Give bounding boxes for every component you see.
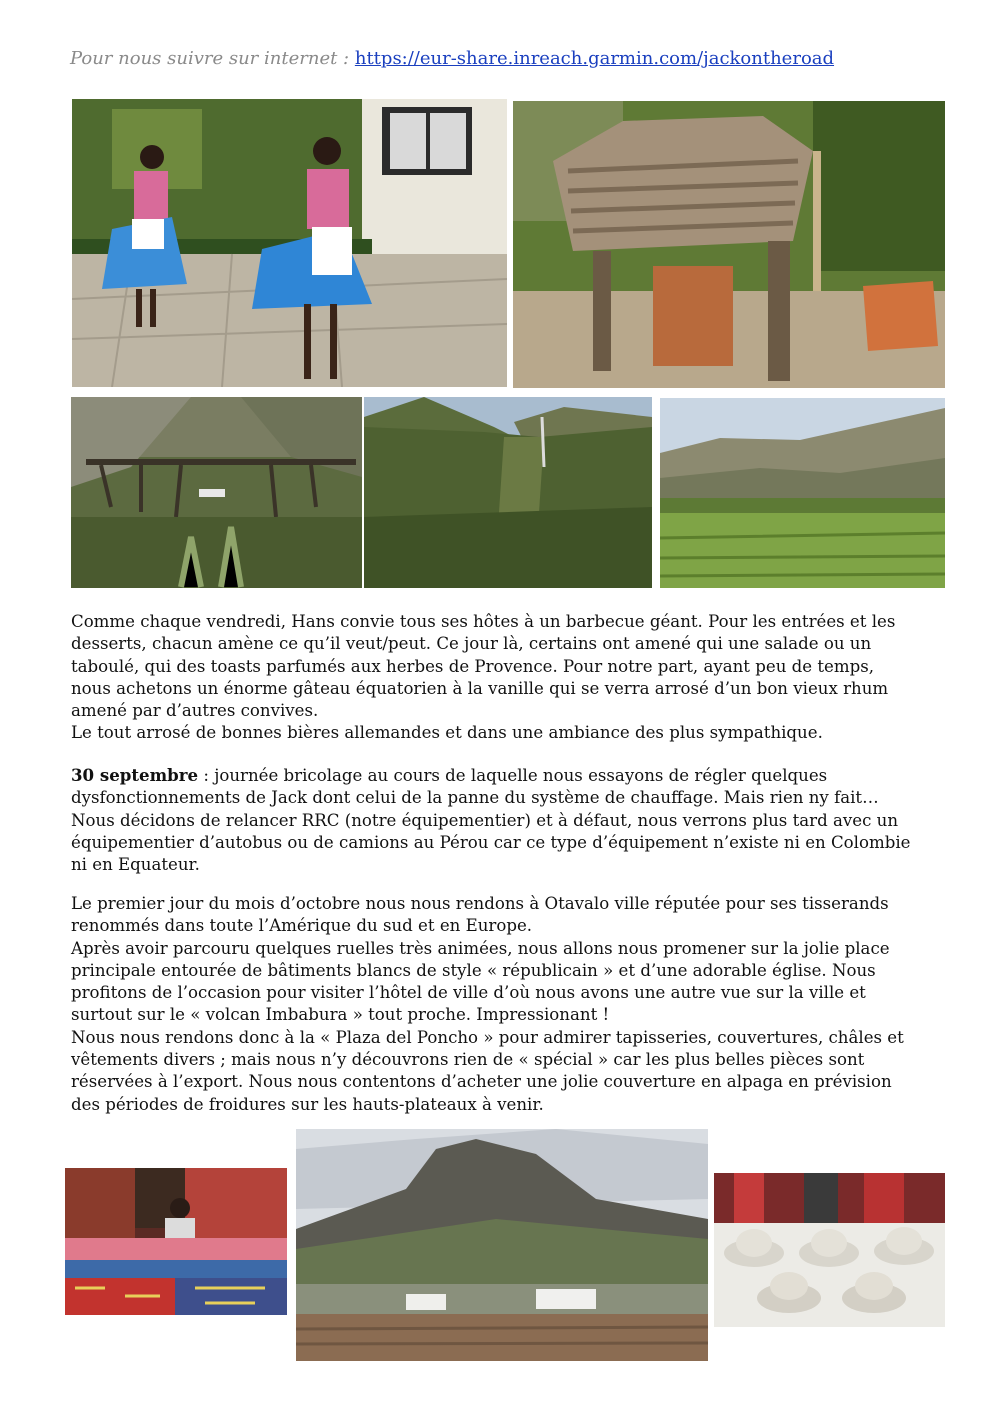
text-line: Le tout arrosé de bonnes bières allemandes et dans une ambiance des plus sympathique. — [71, 723, 823, 743]
text-line: principale entourée de bâtiments blancs de style « républicain » et d’une adorable église. Nous — [71, 960, 876, 980]
date-heading: 30 septembre — [71, 765, 199, 785]
follow-us-label: Pour nous suivre sur internet : — [70, 48, 350, 69]
text-line: ni en Equateur. — [71, 855, 200, 875]
text-line: équipementier d’autobus ou de camions au Pérou car ce type d’équipement n’existe ni en Colombie — [71, 832, 911, 852]
text-line: renommés dans toute l’Amérique du sud et en Europe. — [71, 916, 533, 936]
photo-green-valley-icon — [364, 397, 652, 588]
text-line: amené par d’autres convives. — [71, 701, 319, 721]
photo-earth-oven-icon — [513, 101, 945, 388]
text-line: Nous nous rendons donc à la « Plaza del Poncho » pour admirer tapisseries, couvertures, châles et — [71, 1027, 904, 1047]
text-line: Nous décidons de relancer RRC (notre équipementier) et à défaut, nous verrons plus tard avec un — [71, 810, 899, 830]
follow-us-line — [70, 47, 834, 71]
photo-woven-hats-icon — [714, 1173, 945, 1327]
text-line: profitons de l’occasion pour visiter l’hôtel de ville d’où nous avons une autre vue sur la ville et — [71, 983, 866, 1003]
photo-cornfield-icon — [660, 398, 945, 588]
text-line: surtout sur le « volcan Imbabura » tout proche. Impressionant ! — [71, 1005, 610, 1025]
photo-bridge-valley-icon — [71, 397, 362, 588]
text-line: Après avoir parcouru quelques ruelles très animées, nous allons nous promener sur la jolie place — [71, 938, 890, 958]
text-line — [71, 764, 951, 787]
barbecue-paragraph — [71, 611, 951, 745]
text-line-rest: : journée bricolage au cours de laquelle nous essayons de régler quelques — [198, 766, 828, 785]
text-line: réservées à l’export. Nous nous contentons d’acheter une jolie couverture en alpaga en prévision — [71, 1072, 892, 1092]
tracking-link[interactable]: https://eur-share.inreach.garmin.com/jackontheroad — [354, 48, 835, 69]
text-line: Le premier jour du mois d’octobre nous nous rendons à Otavalo ville réputée pour ses tisserands — [71, 894, 889, 913]
text-line: dysfonctionnements de Jack dont celui de la panne du système de chauffage. Mais rien ny fait… — [71, 788, 879, 808]
photo-dancers-icon — [72, 99, 507, 387]
text-line: des périodes de froidures sur les hauts-plateaux à venir. — [71, 1094, 544, 1114]
text-line: Comme chaque vendredi, Hans convie tous ses hôtes à un barbecue géant. Pour les entrées et les — [71, 612, 896, 631]
september-paragraph — [71, 764, 951, 876]
photo-textile-market-icon — [65, 1168, 287, 1315]
text-line: desserts, chacun amène ce qu’il veut/peut. Ce jour là, certains ont amené qui une salade ou un — [71, 634, 872, 654]
text-line: nous achetons un énorme gâteau équatorien à la vanille qui se verra arrosé d’un bon vieux rhum — [71, 678, 889, 698]
photo-imbabura-volcano-icon — [296, 1129, 708, 1361]
text-line: taboulé, qui des toasts parfumés aux herbes de Provence. Pour notre part, ayant peu de temps, — [71, 656, 875, 676]
text-line: vêtements divers ; mais nous n’y découvrons rien de « spécial » car les plus belles pièces sont — [71, 1050, 865, 1070]
otavalo-paragraph — [71, 893, 951, 1116]
